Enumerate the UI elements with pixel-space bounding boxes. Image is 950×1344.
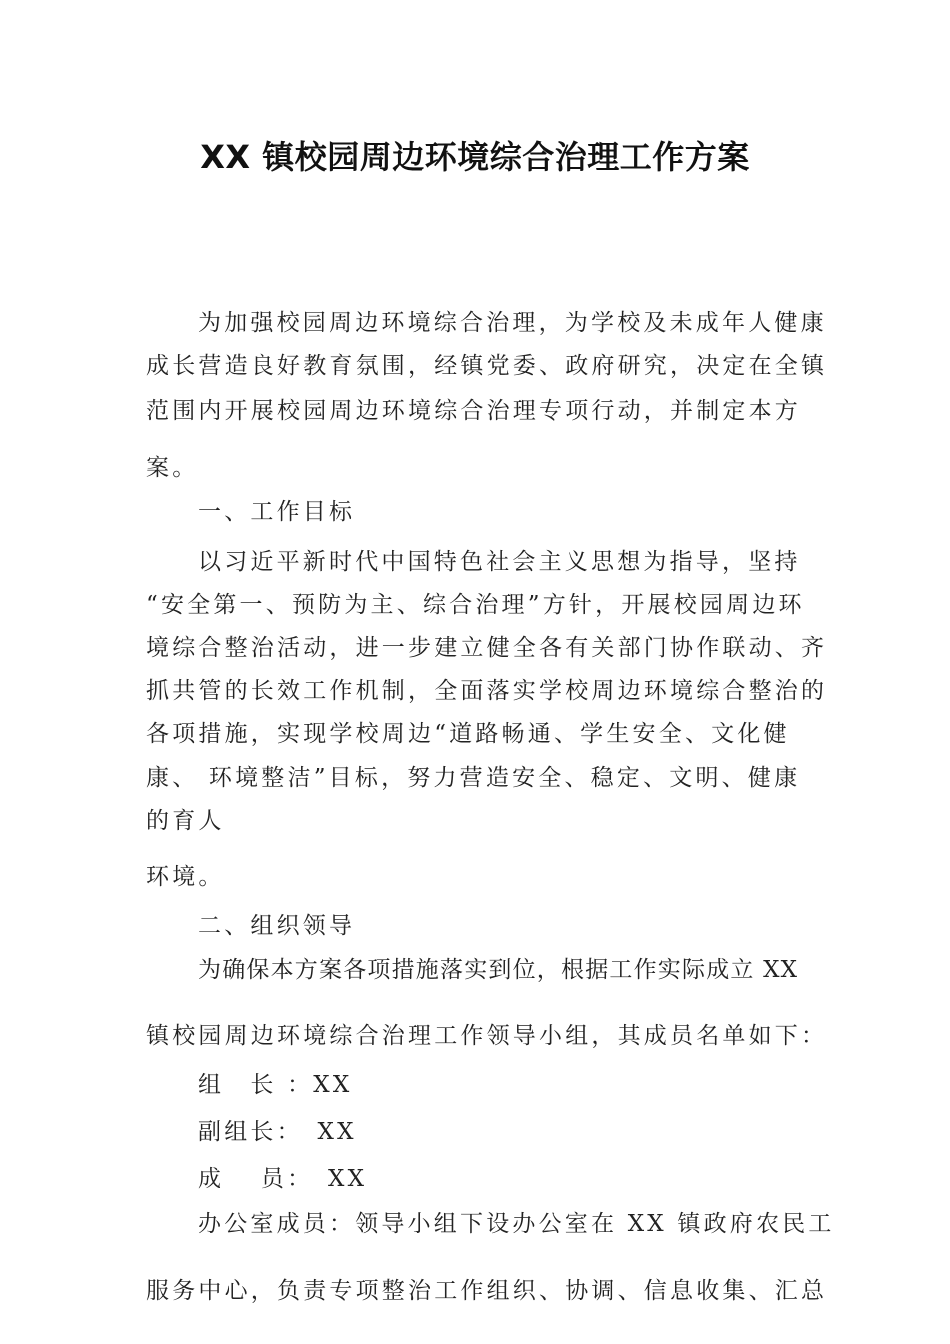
- member-members: 成 员： XX: [198, 1166, 368, 1192]
- section-heading-goals: 一、工作目标: [198, 499, 356, 525]
- paragraph-line: 环境。: [146, 864, 225, 890]
- paragraph-line: “安全第一、预防为主、综合治理”方针，开展校园周边环: [146, 592, 805, 618]
- paragraph-line: 服务中心，负责专项整治工作组织、协调、信息收集、汇总: [146, 1278, 828, 1304]
- paragraph-line: 的育人: [146, 808, 225, 834]
- paragraph-line: 镇校园周边环境综合治理工作领导小组，其成员名单如下：: [146, 1023, 828, 1049]
- section-heading-organization: 二、组织领导: [198, 913, 356, 939]
- paragraph-line: 办公室成员：领导小组下设办公室在 XX 镇政府农民工: [198, 1211, 835, 1237]
- paragraph-line: 案。: [146, 455, 199, 481]
- paragraph-line: 为加强校园周边环境综合治理，为学校及未成年人健康: [198, 310, 827, 336]
- paragraph-line: 成长营造良好教育氛围，经镇党委、政府研究，决定在全镇: [146, 353, 828, 379]
- paragraph-line: 范围内开展校园周边环境综合治理专项行动，并制定本方: [146, 398, 801, 424]
- paragraph-line: 各项措施，实现学校周边“道路畅通、学生安全、文化健: [146, 721, 790, 747]
- paragraph-line: 境综合整治活动，进一步建立健全各有关部门协作联动、齐: [146, 635, 828, 661]
- document-title: XX 镇校园周边环境综合治理工作方案: [200, 138, 750, 176]
- paragraph-line: 抓共管的长效工作机制，全面落实学校周边环境综合整治的: [146, 678, 828, 704]
- paragraph-line: 以习近平新时代中国特色社会主义思想为指导，坚持: [198, 549, 801, 575]
- paragraph-line: 康、 环境整洁”目标，努力营造安全、稳定、文明、健康: [146, 765, 801, 791]
- member-deputy-leader: 副组长： XX: [198, 1119, 357, 1145]
- paragraph-line: 为确保本方案各项措施落实到位，根据工作实际成立 XX: [198, 957, 799, 983]
- member-leader: 组 长 ：XX: [198, 1072, 353, 1098]
